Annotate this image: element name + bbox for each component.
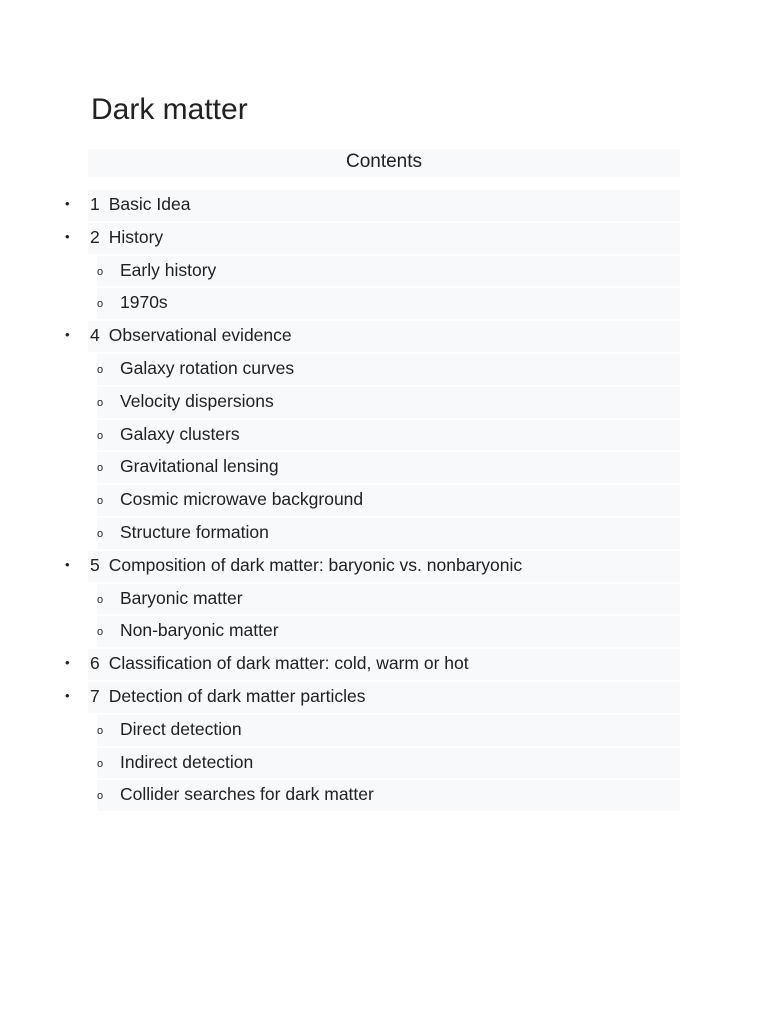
bullet-dot-icon: • — [65, 228, 70, 244]
toc-label: 1970s — [120, 292, 168, 313]
toc-number: 2 — [90, 226, 100, 247]
toc-label: Basic Idea — [108, 194, 191, 214]
toc-label: Composition of dark matter: baryonic vs. nonbaryonic — [108, 554, 523, 575]
toc-section-item[interactable] — [0, 221, 768, 254]
toc-label: Detection of dark matter particles — [108, 685, 366, 706]
toc-label: Cosmic microwave background — [120, 489, 364, 510]
table-of-contents — [0, 188, 768, 811]
toc-link[interactable] — [120, 483, 363, 516]
toc-subsection-item[interactable] — [0, 516, 768, 549]
toc-number: 1 — [90, 194, 100, 214]
toc-label: Velocity dispersions — [120, 390, 274, 411]
bullet-circle-icon: o — [97, 593, 104, 606]
bullet-circle-icon: o — [97, 363, 104, 376]
toc-link[interactable] — [120, 746, 253, 779]
toc-link[interactable] — [90, 221, 163, 254]
bullet-circle-icon: o — [97, 495, 104, 508]
toc-link[interactable] — [90, 647, 469, 680]
bullet-circle-icon: o — [97, 527, 104, 540]
toc-subsection-item[interactable] — [0, 254, 768, 287]
toc-section-item[interactable] — [0, 647, 768, 680]
toc-number: 5 — [90, 554, 100, 575]
toc-subsection-item[interactable] — [0, 418, 768, 451]
toc-link[interactable] — [120, 713, 242, 746]
toc-subsection-item[interactable] — [0, 614, 768, 647]
toc-subsection-item[interactable] — [0, 713, 768, 746]
toc-row-background — [88, 223, 680, 254]
toc-link[interactable] — [120, 418, 240, 451]
toc-subsection-item[interactable] — [0, 286, 768, 319]
bullet-dot-icon: • — [65, 327, 70, 343]
toc-subsection-item[interactable] — [0, 582, 768, 615]
toc-link[interactable] — [120, 516, 269, 549]
toc-link[interactable] — [120, 614, 279, 647]
toc-number: 7 — [90, 685, 100, 706]
toc-number: 6 — [90, 653, 100, 674]
bullet-circle-icon: o — [97, 298, 104, 311]
toc-label: Baryonic matter — [120, 587, 243, 608]
page-title: Dark matter — [91, 93, 248, 126]
bullet-circle-icon: o — [97, 790, 104, 803]
bullet-dot-icon: • — [65, 556, 70, 572]
toc-section-item[interactable] — [0, 188, 768, 221]
bullet-circle-icon: o — [97, 265, 104, 278]
toc-link[interactable] — [120, 352, 294, 385]
toc-link[interactable] — [120, 286, 168, 319]
bullet-circle-icon: o — [97, 396, 104, 409]
bullet-circle-icon: o — [97, 757, 104, 770]
bullet-circle-icon: o — [97, 429, 104, 442]
toc-label: Galaxy rotation curves — [120, 357, 295, 378]
toc-link[interactable] — [90, 319, 292, 352]
toc-row-background — [97, 288, 680, 319]
toc-link[interactable] — [90, 549, 522, 582]
toc-header: Contents — [88, 149, 680, 177]
toc-link[interactable] — [120, 778, 374, 811]
toc-subsection-item[interactable] — [0, 746, 768, 779]
toc-label: Classification of dark matter: cold, warm or hot — [108, 653, 469, 674]
toc-label: Indirect detection — [120, 751, 254, 772]
bullet-dot-icon: • — [65, 655, 70, 671]
toc-subsection-item[interactable] — [0, 352, 768, 385]
toc-section-item[interactable] — [0, 680, 768, 713]
toc-link[interactable] — [120, 385, 274, 418]
toc-link[interactable] — [120, 450, 279, 483]
toc-section-item[interactable] — [0, 549, 768, 582]
toc-number: 4 — [90, 325, 100, 346]
toc-link[interactable] — [90, 680, 366, 713]
toc-link[interactable] — [120, 582, 243, 615]
toc-label: Direct detection — [120, 718, 242, 739]
toc-link[interactable] — [120, 254, 216, 287]
toc-label: Collider searches for dark matter — [120, 784, 374, 805]
toc-section-item[interactable] — [0, 319, 768, 352]
bullet-circle-icon: o — [97, 462, 104, 475]
toc-label: History — [108, 226, 164, 247]
bullet-dot-icon: • — [65, 687, 70, 703]
toc-label: Structure formation — [120, 521, 269, 542]
toc-subsection-item[interactable] — [0, 778, 768, 811]
toc-label: Non-baryonic matter — [120, 620, 279, 641]
toc-label: Early history — [120, 259, 217, 280]
toc-label: Gravitational lensing — [120, 456, 279, 477]
bullet-circle-icon: o — [97, 626, 104, 639]
bullet-dot-icon: • — [65, 196, 70, 211]
bullet-circle-icon: o — [97, 724, 104, 737]
toc-link[interactable] — [90, 188, 190, 221]
toc-label: Galaxy clusters — [120, 423, 240, 444]
toc-subsection-item[interactable] — [0, 385, 768, 418]
toc-subsection-item[interactable] — [0, 450, 768, 483]
toc-subsection-item[interactable] — [0, 483, 768, 516]
toc-label: Observational evidence — [108, 325, 292, 346]
